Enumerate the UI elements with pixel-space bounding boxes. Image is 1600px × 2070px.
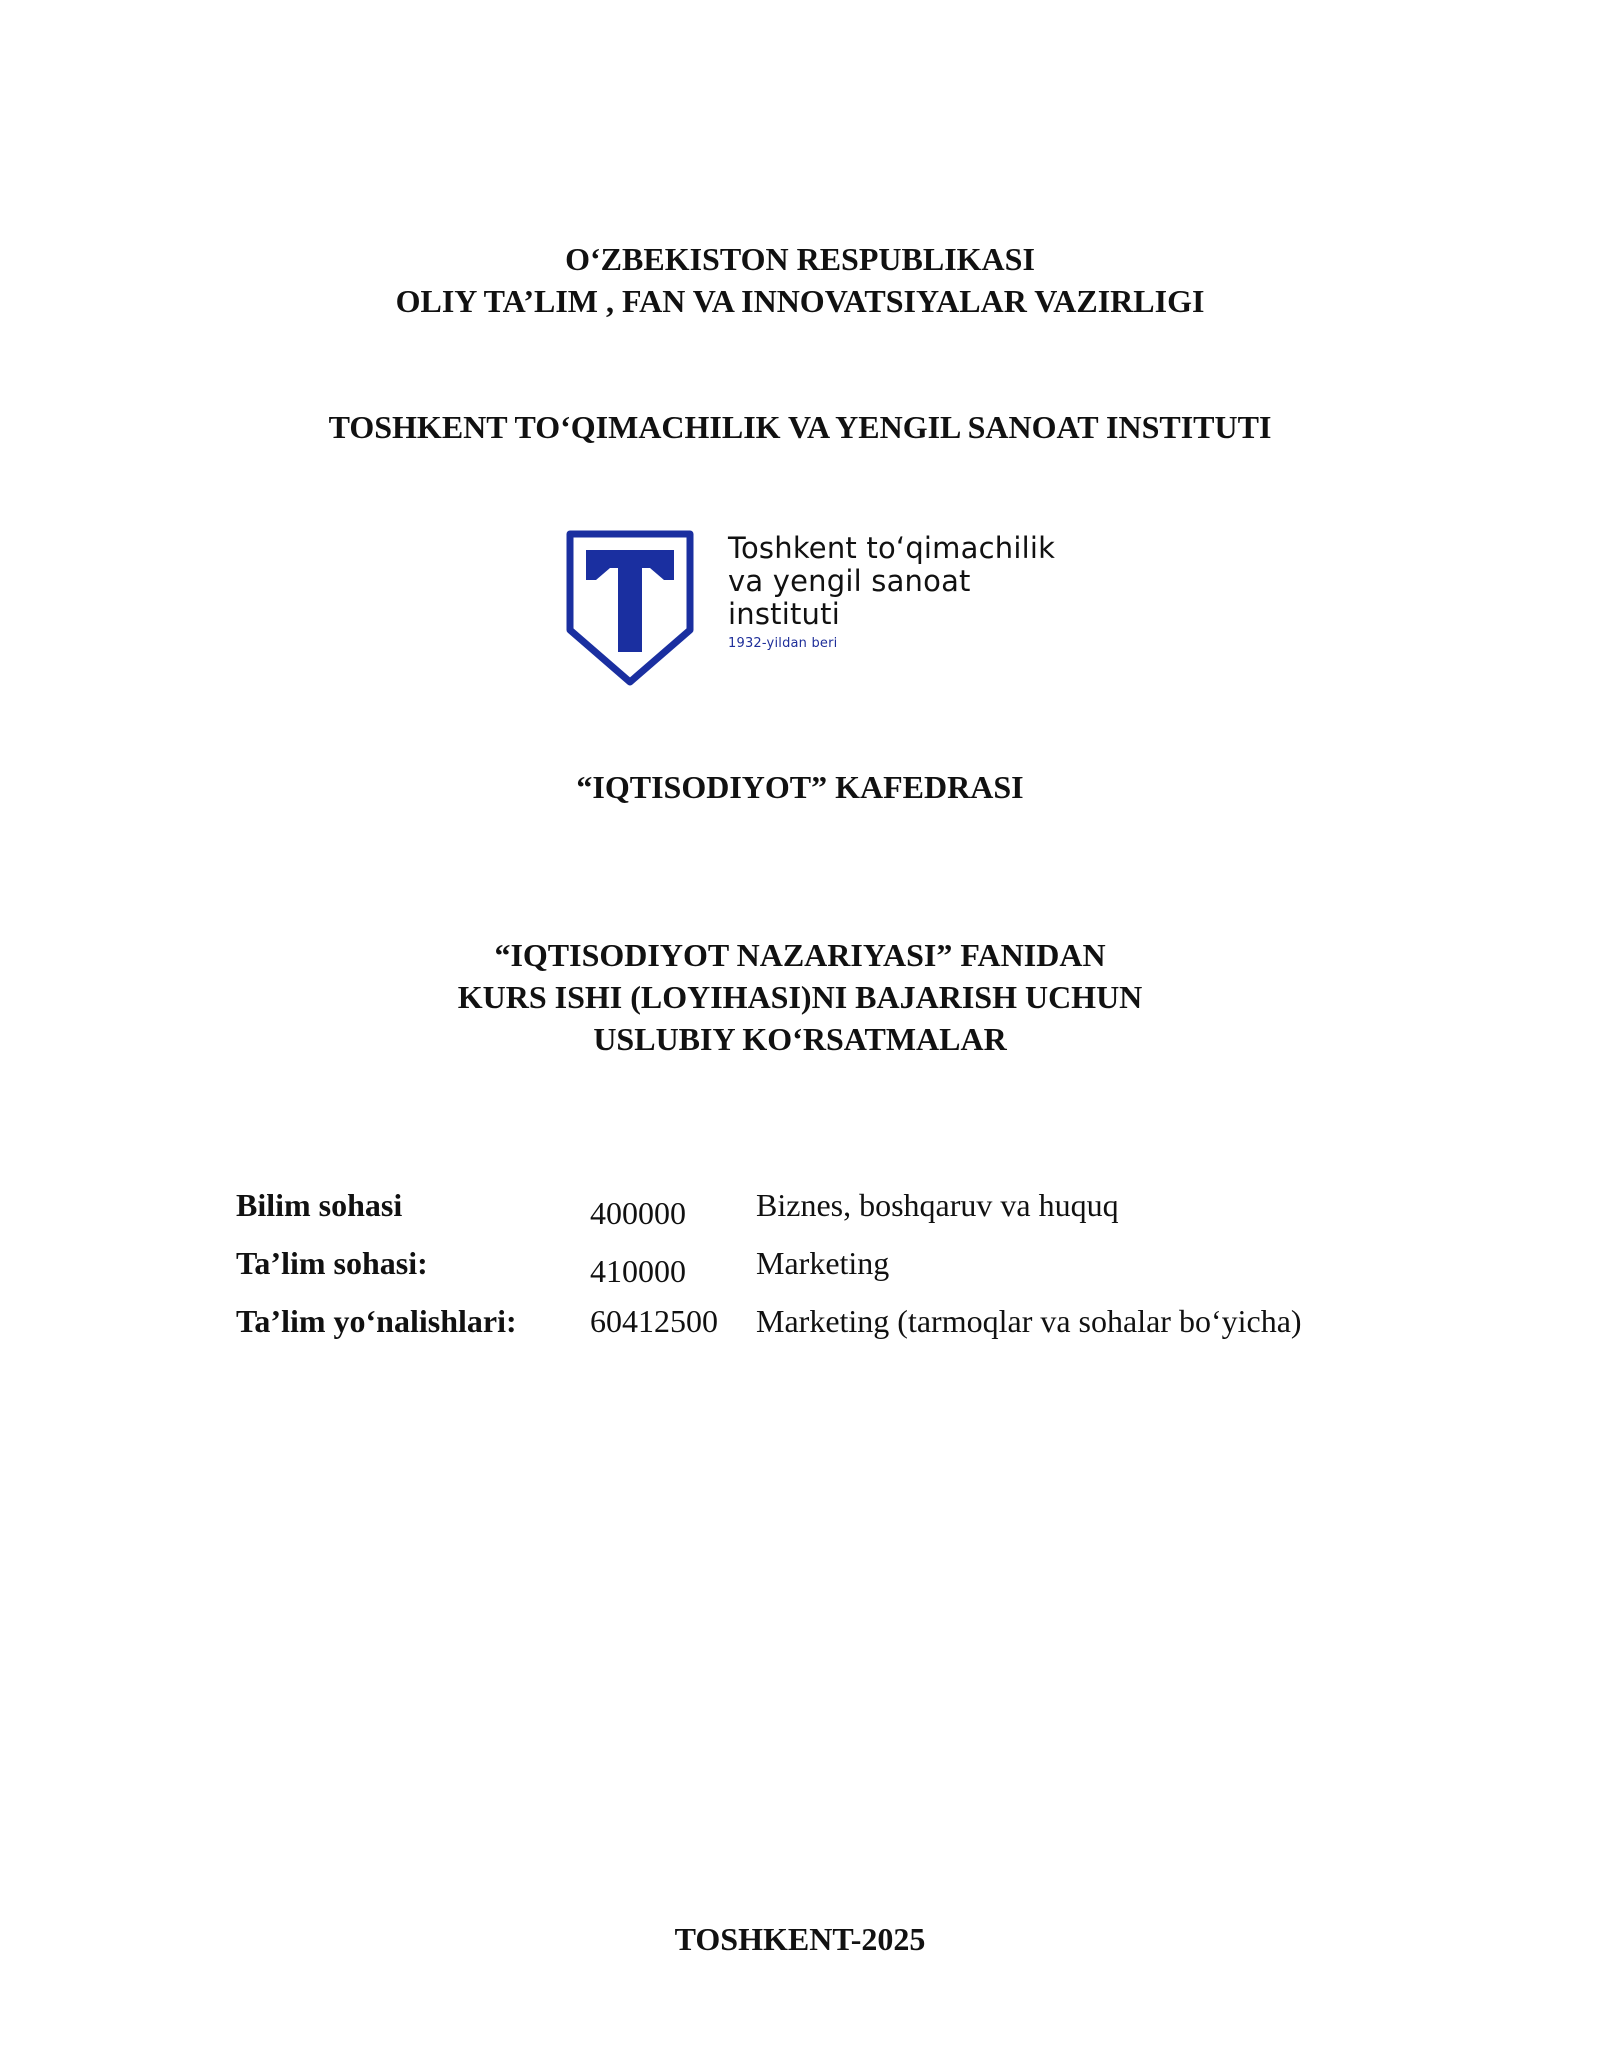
logo-tagline: 1932-yildan beri (728, 636, 838, 651)
info-row-knowledge-area (236, 1185, 1376, 1243)
specialty-info-table (236, 1185, 1376, 1359)
republic-heading: O‘ZBEKISTON RESPUBLIKASI (565, 241, 1035, 277)
ministry-heading: OLIY TA’LIM , FAN VA INNOVATSIYALAR VAZIRLIGI (395, 283, 1205, 319)
title-line-3: USLUBIY KO‘RSATMALAR (593, 1021, 1007, 1057)
info-label: Ta’lim yo‘nalishlari: (236, 1303, 517, 1339)
footer-city-year: TOSHKENT-2025 (674, 1921, 926, 1957)
logo-line-2: va yengil sanoat (728, 564, 971, 598)
info-description: Marketing (tarmoqlar va sohalar bo‘yicha) (756, 1303, 1302, 1339)
department-heading: “IQTISODIYOT” KAFEDRASI (576, 769, 1024, 805)
logo-line-3: instituti (728, 597, 840, 631)
info-row-education-direction (236, 1301, 1376, 1359)
title-line-2: KURS ISHI (LOYIHASI)NI BAJARISH UCHUN (457, 979, 1143, 1015)
institute-heading: TOSHKENT TO‘QIMACHILIK VA YENGIL SANOAT INSTITUTI (328, 409, 1272, 445)
logo-wordmark (728, 532, 1055, 653)
info-label: Ta’lim sohasi: (236, 1245, 428, 1281)
info-label: Bilim sohasi (236, 1187, 403, 1223)
title-line-1: “IQTISODIYOT NAZARIYASI” FANIDAN (494, 937, 1106, 973)
info-description: Biznes, boshqaruv va huquq (756, 1187, 1119, 1223)
info-code: 410000 (590, 1253, 686, 1289)
shield-logo-icon (566, 530, 694, 686)
info-description: Marketing (756, 1245, 890, 1281)
info-code: 60412500 (590, 1303, 718, 1339)
institute-logo (566, 530, 1086, 690)
logo-line-1: Toshkent to‘qimachilik (728, 531, 1056, 565)
info-code: 400000 (590, 1195, 686, 1231)
info-row-education-area (236, 1243, 1376, 1301)
